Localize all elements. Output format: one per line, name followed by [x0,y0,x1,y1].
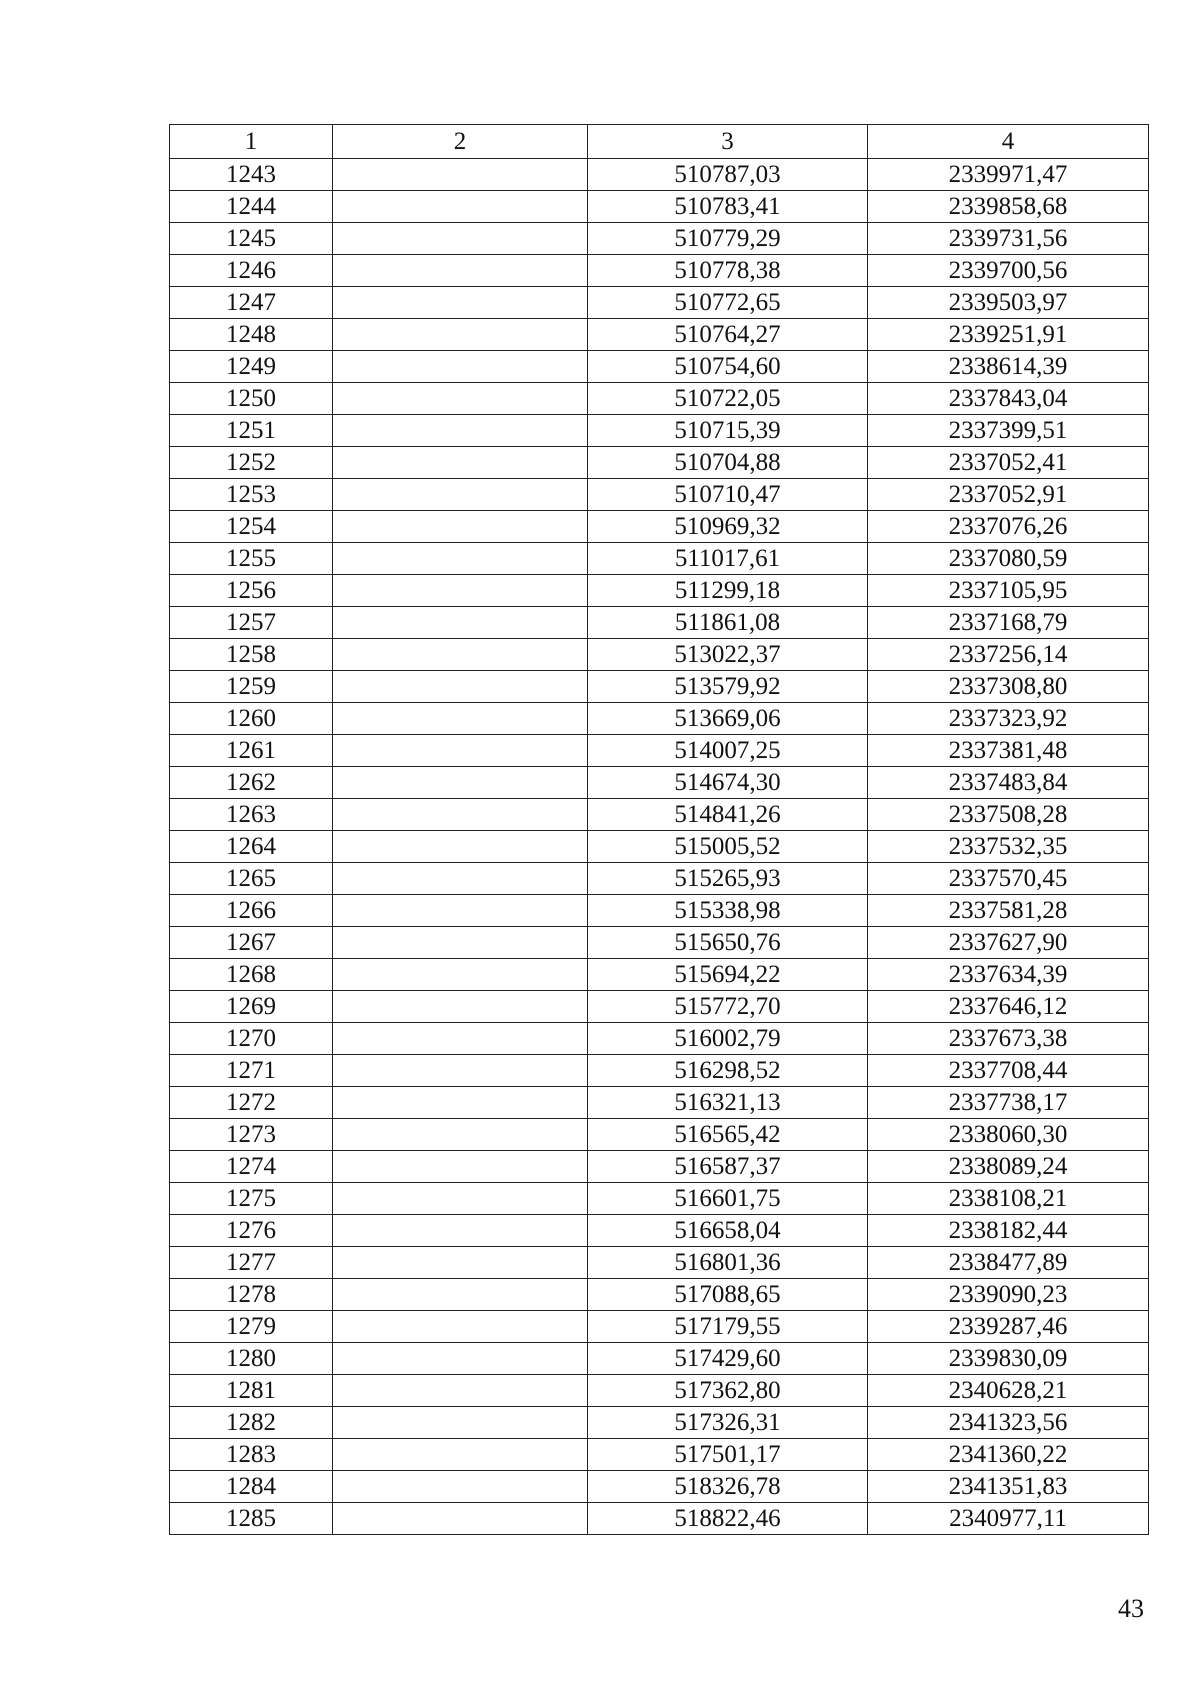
y-coordinate-cell: 2337076,26 [868,511,1149,543]
point-number-cell: 1250 [170,383,333,415]
point-number-cell: 1244 [170,191,333,223]
point-number-cell: 1277 [170,1247,333,1279]
point-number-cell: 1252 [170,447,333,479]
description-cell [333,447,588,479]
x-coordinate-cell: 515650,76 [588,927,868,959]
column-header-4: 4 [868,125,1149,159]
description-cell [333,351,588,383]
point-number-cell: 1249 [170,351,333,383]
table-row [170,1343,1149,1375]
x-coordinate-cell: 513669,06 [588,703,868,735]
description-cell [333,799,588,831]
table-row [170,671,1149,703]
point-number-cell: 1266 [170,895,333,927]
table-row [170,1311,1149,1343]
table-row [170,319,1149,351]
x-coordinate-cell: 518326,78 [588,1471,868,1503]
x-coordinate-cell: 516298,52 [588,1055,868,1087]
table-row [170,1151,1149,1183]
description-cell [333,383,588,415]
table-row [170,1375,1149,1407]
x-coordinate-cell: 510764,27 [588,319,868,351]
point-number-cell: 1268 [170,959,333,991]
x-coordinate-cell: 516801,36 [588,1247,868,1279]
y-coordinate-cell: 2337080,59 [868,543,1149,575]
y-coordinate-cell: 2339830,09 [868,1343,1149,1375]
y-coordinate-cell: 2337052,91 [868,479,1149,511]
description-cell [333,1247,588,1279]
description-cell [333,479,588,511]
point-number-cell: 1285 [170,1503,333,1535]
table-row [170,223,1149,255]
description-cell [333,191,588,223]
table-row [170,255,1149,287]
x-coordinate-cell: 515005,52 [588,831,868,863]
description-cell [333,735,588,767]
x-coordinate-cell: 510778,38 [588,255,868,287]
description-cell [333,1183,588,1215]
x-coordinate-cell: 516002,79 [588,1023,868,1055]
x-coordinate-cell: 510783,41 [588,191,868,223]
point-number-cell: 1254 [170,511,333,543]
table-row [170,351,1149,383]
column-header-1: 1 [170,125,333,159]
x-coordinate-cell: 516658,04 [588,1215,868,1247]
y-coordinate-cell: 2337570,45 [868,863,1149,895]
table-row [170,287,1149,319]
y-coordinate-cell: 2339971,47 [868,159,1149,191]
y-coordinate-cell: 2337105,95 [868,575,1149,607]
y-coordinate-cell: 2337508,28 [868,799,1149,831]
point-number-cell: 1259 [170,671,333,703]
y-coordinate-cell: 2339858,68 [868,191,1149,223]
description-cell [333,863,588,895]
table-row [170,479,1149,511]
table-row [170,735,1149,767]
point-number-cell: 1274 [170,1151,333,1183]
point-number-cell: 1247 [170,287,333,319]
table-row [170,1247,1149,1279]
table-row [170,1215,1149,1247]
page-number: 43 [1118,1594,1144,1623]
x-coordinate-cell: 516321,13 [588,1087,868,1119]
y-coordinate-cell: 2337738,17 [868,1087,1149,1119]
point-number-cell: 1246 [170,255,333,287]
y-coordinate-cell: 2339090,23 [868,1279,1149,1311]
table-row [170,447,1149,479]
y-coordinate-cell: 2337168,79 [868,607,1149,639]
point-number-cell: 1262 [170,767,333,799]
point-number-cell: 1280 [170,1343,333,1375]
point-number-cell: 1255 [170,543,333,575]
table-row [170,895,1149,927]
y-coordinate-cell: 2339700,56 [868,255,1149,287]
point-number-cell: 1243 [170,159,333,191]
x-coordinate-cell: 514674,30 [588,767,868,799]
y-coordinate-cell: 2337581,28 [868,895,1149,927]
table-row [170,1023,1149,1055]
y-coordinate-cell: 2337323,92 [868,703,1149,735]
table-row [170,1407,1149,1439]
x-coordinate-cell: 517429,60 [588,1343,868,1375]
x-coordinate-cell: 510969,32 [588,511,868,543]
x-coordinate-cell: 513022,37 [588,639,868,671]
y-coordinate-cell: 2337627,90 [868,927,1149,959]
point-number-cell: 1279 [170,1311,333,1343]
y-coordinate-cell: 2337052,41 [868,447,1149,479]
description-cell [333,1503,588,1535]
description-cell [333,1023,588,1055]
y-coordinate-cell: 2337399,51 [868,415,1149,447]
y-coordinate-cell: 2338614,39 [868,351,1149,383]
column-header-2: 2 [333,125,588,159]
y-coordinate-cell: 2341360,22 [868,1439,1149,1471]
description-cell [333,575,588,607]
point-number-cell: 1253 [170,479,333,511]
description-cell [333,159,588,191]
table-row [170,1055,1149,1087]
y-coordinate-cell: 2337381,48 [868,735,1149,767]
description-cell [333,1343,588,1375]
y-coordinate-cell: 2337646,12 [868,991,1149,1023]
x-coordinate-cell: 510787,03 [588,159,868,191]
column-header-3: 3 [588,125,868,159]
point-number-cell: 1248 [170,319,333,351]
y-coordinate-cell: 2338477,89 [868,1247,1149,1279]
point-number-cell: 1260 [170,703,333,735]
table-row [170,959,1149,991]
description-cell [333,991,588,1023]
y-coordinate-cell: 2337483,84 [868,767,1149,799]
table-row [170,415,1149,447]
y-coordinate-cell: 2339731,56 [868,223,1149,255]
point-number-cell: 1265 [170,863,333,895]
y-coordinate-cell: 2337673,38 [868,1023,1149,1055]
point-number-cell: 1283 [170,1439,333,1471]
table-row [170,767,1149,799]
y-coordinate-cell: 2337708,44 [868,1055,1149,1087]
description-cell [333,255,588,287]
description-cell [333,1151,588,1183]
y-coordinate-cell: 2340628,21 [868,1375,1149,1407]
table-row [170,511,1149,543]
table-row [170,927,1149,959]
x-coordinate-cell: 517501,17 [588,1439,868,1471]
point-number-cell: 1251 [170,415,333,447]
description-cell [333,1407,588,1439]
y-coordinate-cell: 2338060,30 [868,1119,1149,1151]
table-row [170,703,1149,735]
point-number-cell: 1261 [170,735,333,767]
description-cell [333,927,588,959]
description-cell [333,671,588,703]
x-coordinate-cell: 513579,92 [588,671,868,703]
table-row [170,191,1149,223]
x-coordinate-cell: 510722,05 [588,383,868,415]
table-header-row [170,125,1149,159]
description-cell [333,1279,588,1311]
table-row [170,1119,1149,1151]
point-number-cell: 1256 [170,575,333,607]
description-cell [333,1215,588,1247]
x-coordinate-cell: 517362,80 [588,1375,868,1407]
x-coordinate-cell: 516587,37 [588,1151,868,1183]
y-coordinate-cell: 2341323,56 [868,1407,1149,1439]
x-coordinate-cell: 514841,26 [588,799,868,831]
table-row [170,1183,1149,1215]
point-number-cell: 1271 [170,1055,333,1087]
description-cell [333,1087,588,1119]
point-number-cell: 1269 [170,991,333,1023]
table-row [170,383,1149,415]
table-row [170,831,1149,863]
table-row [170,1439,1149,1471]
description-cell [333,1119,588,1151]
description-cell [333,1439,588,1471]
coordinates-table [169,124,1149,1535]
point-number-cell: 1278 [170,1279,333,1311]
table-row [170,639,1149,671]
y-coordinate-cell: 2339503,97 [868,287,1149,319]
description-cell [333,895,588,927]
x-coordinate-cell: 515772,70 [588,991,868,1023]
table-row [170,1471,1149,1503]
x-coordinate-cell: 510754,60 [588,351,868,383]
x-coordinate-cell: 515338,98 [588,895,868,927]
table-row [170,799,1149,831]
table-row [170,543,1149,575]
point-number-cell: 1263 [170,799,333,831]
y-coordinate-cell: 2341351,83 [868,1471,1149,1503]
point-number-cell: 1281 [170,1375,333,1407]
point-number-cell: 1258 [170,639,333,671]
table-row [170,991,1149,1023]
x-coordinate-cell: 511299,18 [588,575,868,607]
y-coordinate-cell: 2338089,24 [868,1151,1149,1183]
description-cell [333,223,588,255]
point-number-cell: 1245 [170,223,333,255]
description-cell [333,511,588,543]
description-cell [333,767,588,799]
description-cell [333,1375,588,1407]
description-cell [333,319,588,351]
point-number-cell: 1257 [170,607,333,639]
point-number-cell: 1267 [170,927,333,959]
description-cell [333,831,588,863]
x-coordinate-cell: 517326,31 [588,1407,868,1439]
x-coordinate-cell: 510772,65 [588,287,868,319]
y-coordinate-cell: 2337634,39 [868,959,1149,991]
x-coordinate-cell: 510779,29 [588,223,868,255]
y-coordinate-cell: 2337532,35 [868,831,1149,863]
x-coordinate-cell: 511017,61 [588,543,868,575]
description-cell [333,415,588,447]
table-row [170,575,1149,607]
table-row [170,607,1149,639]
point-number-cell: 1276 [170,1215,333,1247]
x-coordinate-cell: 517088,65 [588,1279,868,1311]
description-cell [333,703,588,735]
point-number-cell: 1275 [170,1183,333,1215]
description-cell [333,639,588,671]
description-cell [333,607,588,639]
point-number-cell: 1273 [170,1119,333,1151]
y-coordinate-cell: 2337843,04 [868,383,1149,415]
x-coordinate-cell: 517179,55 [588,1311,868,1343]
point-number-cell: 1264 [170,831,333,863]
point-number-cell: 1270 [170,1023,333,1055]
table-row [170,1503,1149,1535]
x-coordinate-cell: 515265,93 [588,863,868,895]
y-coordinate-cell: 2339251,91 [868,319,1149,351]
description-cell [333,959,588,991]
description-cell [333,287,588,319]
x-coordinate-cell: 518822,46 [588,1503,868,1535]
x-coordinate-cell: 514007,25 [588,735,868,767]
x-coordinate-cell: 516565,42 [588,1119,868,1151]
description-cell [333,1311,588,1343]
table-row [170,1279,1149,1311]
y-coordinate-cell: 2337308,80 [868,671,1149,703]
y-coordinate-cell: 2339287,46 [868,1311,1149,1343]
description-cell [333,1055,588,1087]
table-row [170,1087,1149,1119]
y-coordinate-cell: 2338182,44 [868,1215,1149,1247]
description-cell [333,1471,588,1503]
point-number-cell: 1272 [170,1087,333,1119]
y-coordinate-cell: 2340977,11 [868,1503,1149,1535]
x-coordinate-cell: 515694,22 [588,959,868,991]
x-coordinate-cell: 511861,08 [588,607,868,639]
point-number-cell: 1282 [170,1407,333,1439]
table-row [170,863,1149,895]
x-coordinate-cell: 516601,75 [588,1183,868,1215]
x-coordinate-cell: 510715,39 [588,415,868,447]
y-coordinate-cell: 2337256,14 [868,639,1149,671]
y-coordinate-cell: 2338108,21 [868,1183,1149,1215]
table-body [170,159,1149,1535]
x-coordinate-cell: 510710,47 [588,479,868,511]
x-coordinate-cell: 510704,88 [588,447,868,479]
description-cell [333,543,588,575]
point-number-cell: 1284 [170,1471,333,1503]
table-row [170,159,1149,191]
